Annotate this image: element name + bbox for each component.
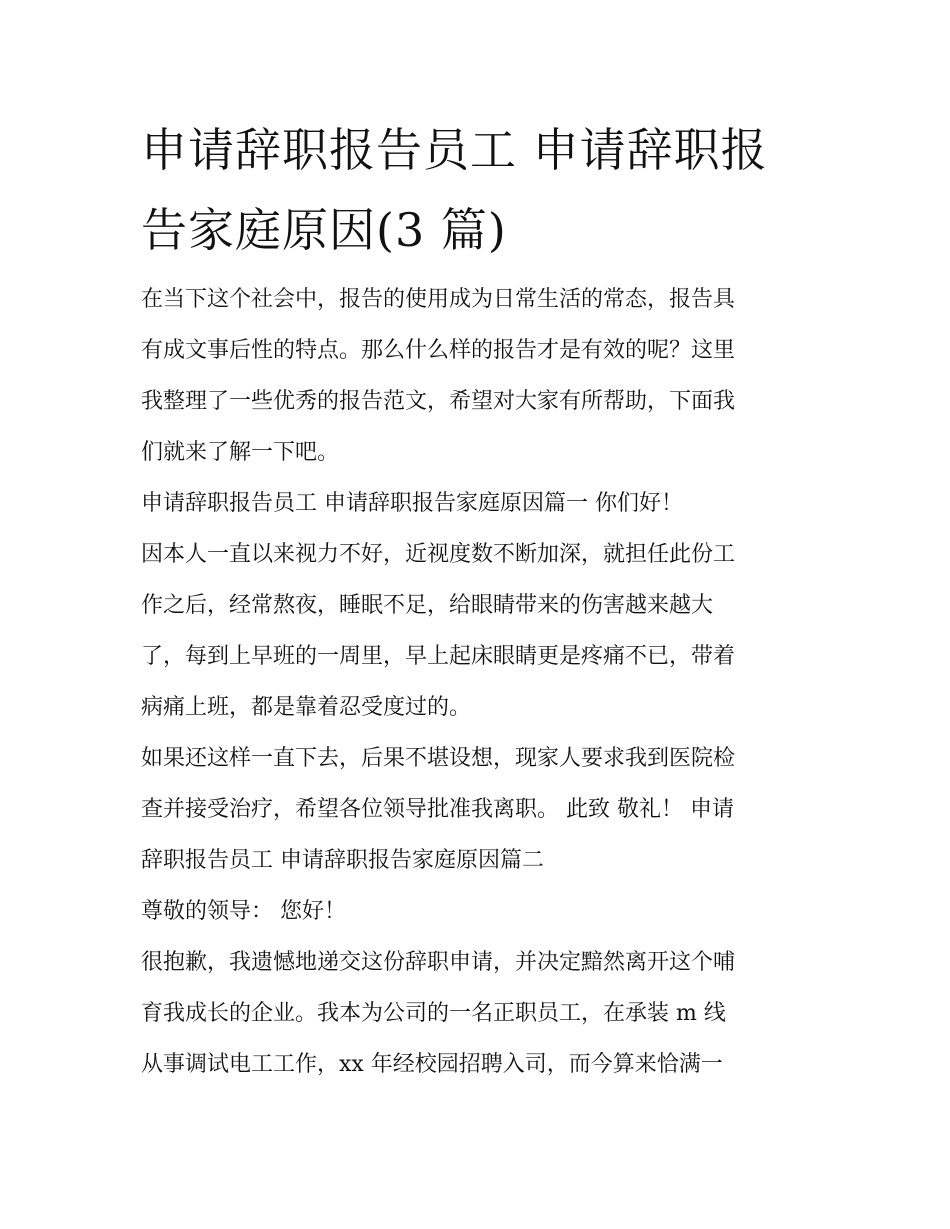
- intro-line: 有成文事后性的特点。那么什么样的报告才是有效的呢？这里: [141, 338, 736, 363]
- salutation-line: 尊敬的领导： 您好！: [141, 899, 346, 924]
- body-line: 了，每到上早班的一周里，早上起床眼睛更是疼痛不已，带着: [141, 644, 736, 669]
- title-line: 告家庭原因(3 篇): [141, 203, 507, 257]
- body-line: 如果还这样一直下去，后果不堪设想，现家人要求我到医院检: [141, 746, 736, 771]
- intro-line: 们就来了解一下吧。: [141, 440, 340, 465]
- section-heading-line: 申请辞职报告员工 申请辞职报告家庭原因篇一 你们好！: [141, 491, 683, 516]
- body-line: 因本人一直以来视力不好，近视度数不断加深，就担任此份工: [141, 542, 736, 567]
- body-line: 病痛上班，都是靠着忍受度过的。: [141, 695, 472, 720]
- intro-line: 我整理了一些优秀的报告范文，希望对大家有所帮助，下面我: [141, 389, 736, 414]
- title-line: 申请辞职报告员工 申请辞职报: [141, 123, 768, 177]
- body-line: 很抱歉，我遗憾地递交这份辞职申请，并决定黯然离开这个哺: [141, 950, 736, 975]
- body-line: 查并接受治疗，希望各位领导批准我离职。 此致 敬礼！ 申请: [141, 797, 734, 822]
- body-line: 育我成长的企业。我本为公司的一名正职员工，在承装 m 线: [141, 1001, 726, 1026]
- page-title: [141, 110, 821, 270]
- body-line: 作之后，经常熬夜，睡眠不足，给眼睛带来的伤害越来越大: [141, 593, 714, 618]
- body-line: 从事调试电工工作，xx 年经校园招聘入司，而今算来恰满一: [141, 1052, 723, 1077]
- document-body: [141, 274, 821, 1090]
- intro-line: 在当下这个社会中，报告的使用成为日常生活的常态，报告具: [141, 287, 736, 312]
- section-heading-line: 辞职报告员工 申请辞职报告家庭原因篇二: [141, 848, 544, 873]
